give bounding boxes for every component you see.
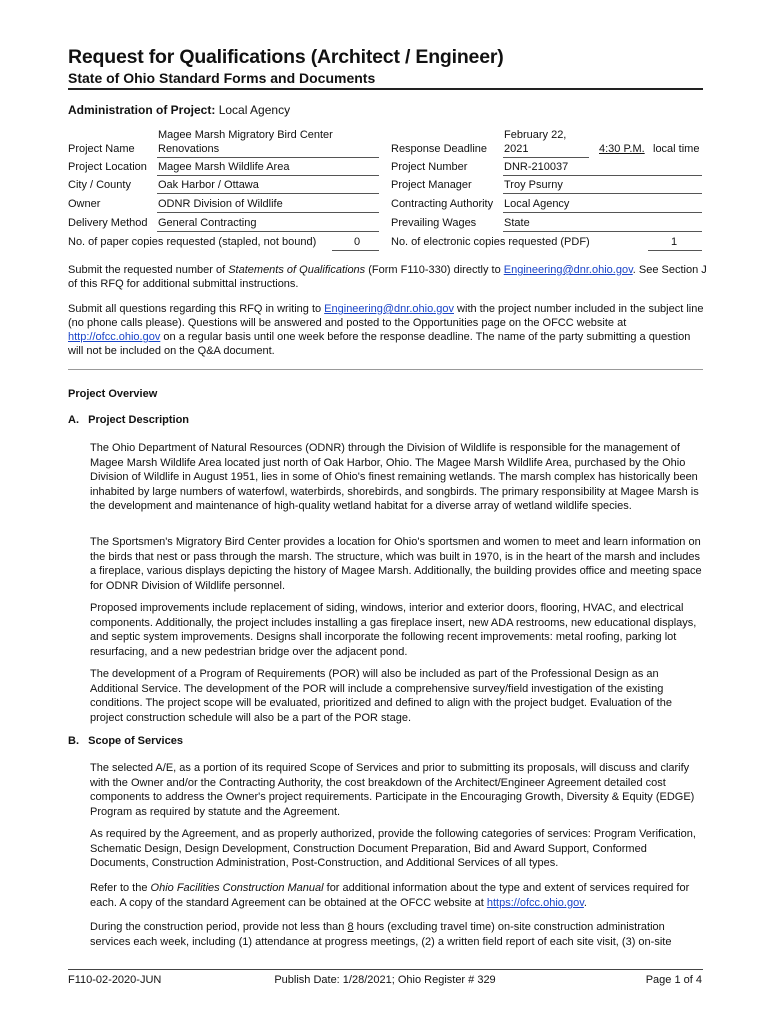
contracting-authority-value: Local Agency <box>504 198 570 210</box>
delivery-method-label: Delivery Method <box>68 217 148 229</box>
response-deadline-line2: 2021 <box>504 143 529 155</box>
description-paragraph-1: The Ohio Department of Natural Resources (ODNR) through the Division of Wildlife is responsible for the management of Magee Marsh Wildlife Area located just north of Oak Harbor, Ohio. The Magee Marsh Wildlife Area, purchased by the Ohio Division of Wildlife in August 1951, lies in some of Ohio's finest remaining wetlands. The marsh complex has historically been inhabited by large numbers of waterfowl, waterbirds, shorebirds, and songbirds. The primary responsibility at Magee Marsh is the development and maintenance of high-quality wetland habitat for a diverse array of wetland wildlife species. <box>90 442 699 512</box>
contracting-authority-underline <box>503 212 702 213</box>
scope-paragraph-2: As required by the Agreement, and as properly authorized, provide the following categories of services: Program Verification, Schematic Design, Design Development, Construction Document Preparation, Bid and Award Support, Conformed Documents, Construction Administration, Post-Construction, and Additional Services of all types. <box>90 828 696 869</box>
footer-rule <box>68 969 703 970</box>
administration-line <box>68 103 290 117</box>
paper-copies-label: No. of paper copies requested (stapled, not bound) <box>68 236 317 248</box>
footer-publish-date: Publish Date: 1/28/2021; Ohio Register # 329 <box>274 974 496 986</box>
response-deadline-underline <box>503 157 589 158</box>
ofcc-https-link[interactable]: https://ofcc.ohio.gov <box>486 896 584 909</box>
project-name-line2: Renovations <box>158 143 220 155</box>
project-location-label: Project Location <box>68 161 147 173</box>
description-paragraph-4: The development of a Program of Requirements (POR) will also be included as part of the Professional Design as an Additional Service. The development of the POR will include a comprehensive survey/field investigation of the existing conditions. The project scope will be evaluated, prioritized and defined to align with the project budget. Evaluation of the project construction schedule will also be a part of the POR stage. <box>90 668 672 724</box>
scope-of-services-heading: B. Scope of Services <box>68 735 183 747</box>
page-subtitle: State of Ohio Standard Forms and Documents <box>68 70 376 86</box>
city-county-underline <box>157 193 379 194</box>
delivery-method-underline <box>157 231 379 232</box>
admin-label: Administration of Project: <box>68 103 216 117</box>
description-paragraph-3: Proposed improvements include replacement of siding, windows, interior and exterior doors, flooring, HVAC, and electrical components. Additionally, the project includes installing a gas fireplace insert, new ADA restrooms, new educational displays, and septic system improvements. Designs shall incorporate the following recent improvements: metal roofing, parking lot resurfacing, and a new pedestrian bridge over the adjacent pond. <box>90 602 697 658</box>
scope-paragraph-3: Refer to the Ohio Facilities Construction Manual for additional information about the type and extent of services required for each. A copy of the standard Agreement can be obtained at the OFCC website at https://ofcc.ohio.gov. <box>90 882 690 909</box>
electronic-copies-label: No. of electronic copies requested (PDF) <box>391 236 590 248</box>
project-description-heading: A. Project Description <box>68 414 190 426</box>
paper-copies-underline <box>332 250 379 251</box>
response-time-value: 4:30 P.M. <box>599 143 645 155</box>
response-time-suffix: local time <box>653 143 700 155</box>
response-deadline-line1: February 22, <box>504 129 567 141</box>
prevailing-wages-label: Prevailing Wages <box>391 217 477 229</box>
project-number-value: DNR-210037 <box>504 161 569 173</box>
questions-email-link[interactable]: Engineering@dnr.ohio.gov <box>324 303 454 315</box>
project-name-label: Project Name <box>68 143 135 155</box>
prevailing-wages-underline <box>503 231 702 232</box>
section-divider <box>68 369 703 370</box>
questions-paragraph: Submit all questions regarding this RFQ in writing to Engineering@dnr.ohio.gov with the project number included in the subject line (no phone calls please). Questions will be answered and posted to the Opportunities page on the OFCC website at http://ofcc.ohio.gov on a regular basis until one week before the response deadline. The name of the party submitting a question will not be included on the Q&A document. <box>68 303 704 357</box>
project-location-value: Magee Marsh Wildlife Area <box>158 161 290 173</box>
electronic-copies-underline <box>648 250 702 251</box>
electronic-copies-value: 1 <box>671 236 678 248</box>
admin-value: Local Agency <box>218 103 291 117</box>
city-county-label: City / County <box>68 179 131 191</box>
description-paragraph-2: The Sportsmen's Migratory Bird Center provides a location for Ohio's sportsmen and women to meet and learn information on the birds that nest or pass through the marsh. The structure, which was built in 1970, is in the heart of the marsh and includes a fireplace, various displays depicting the history of Magee Marsh. Additionally, the building provides office and meeting space for ODNR Division of Wildlife personnel. <box>90 536 702 592</box>
owner-label: Owner <box>68 198 101 210</box>
owner-value: ODNR Division of Wildlife <box>158 198 283 210</box>
project-overview-heading: Project Overview <box>68 388 158 400</box>
page-title: Request for Qualifications (Architect / Engineer) <box>68 46 504 68</box>
owner-underline <box>157 212 379 213</box>
footer-page-number: Page 1 of 4 <box>645 974 702 986</box>
prevailing-wages-value: State <box>504 217 530 229</box>
submit-paragraph: Submit the requested number of Statements of Qualifications (Form F110-330) directly to Engineering@dnr.ohio.gov. See Section J of this RFQ for additional submittal instructions. <box>68 264 707 290</box>
paper-copies-value: 0 <box>354 236 361 248</box>
scope-paragraph-4: During the construction period, provide not less than 8 hours (excluding travel time) on-site construction administration services each week, including (1) attendance at progress meetings, (2) a written field report of each site visit, (3) on-site <box>90 921 672 948</box>
project-location-underline <box>157 175 379 176</box>
scope-paragraph-1: The selected A/E, as a portion of its required Scope of Services and prior to submitting its proposals, will discuss and clarify with the Owner and/or the Contracting Authority, the cost breakdown of the Architect/Engineer Agreement detailed cost components to address the Owner's project requirements. Participate in the Encouraging Growth, Diversity & Equity (EDGE) Program as required by statute and the Agreement. <box>90 762 695 818</box>
footer-form-id: F110-02-2020-JUN <box>68 974 162 986</box>
response-deadline-label: Response Deadline <box>391 143 488 155</box>
title-rule <box>68 88 703 90</box>
project-name-line1: Magee Marsh Migratory Bird Center <box>158 129 333 141</box>
project-name-underline <box>157 157 379 158</box>
delivery-method-value: General Contracting <box>158 217 257 229</box>
submit-email-link[interactable]: Engineering@dnr.ohio.gov <box>503 264 633 276</box>
ofcc-website-link[interactable]: http://ofcc.ohio.gov <box>68 331 161 343</box>
project-number-label: Project Number <box>391 161 468 173</box>
project-number-underline <box>503 175 702 176</box>
project-manager-label: Project Manager <box>391 179 472 191</box>
project-manager-underline <box>503 193 702 194</box>
contracting-authority-label: Contracting Authority <box>391 198 494 210</box>
project-manager-value: Troy Psurny <box>504 179 563 191</box>
city-county-value: Oak Harbor / Ottawa <box>158 179 259 191</box>
